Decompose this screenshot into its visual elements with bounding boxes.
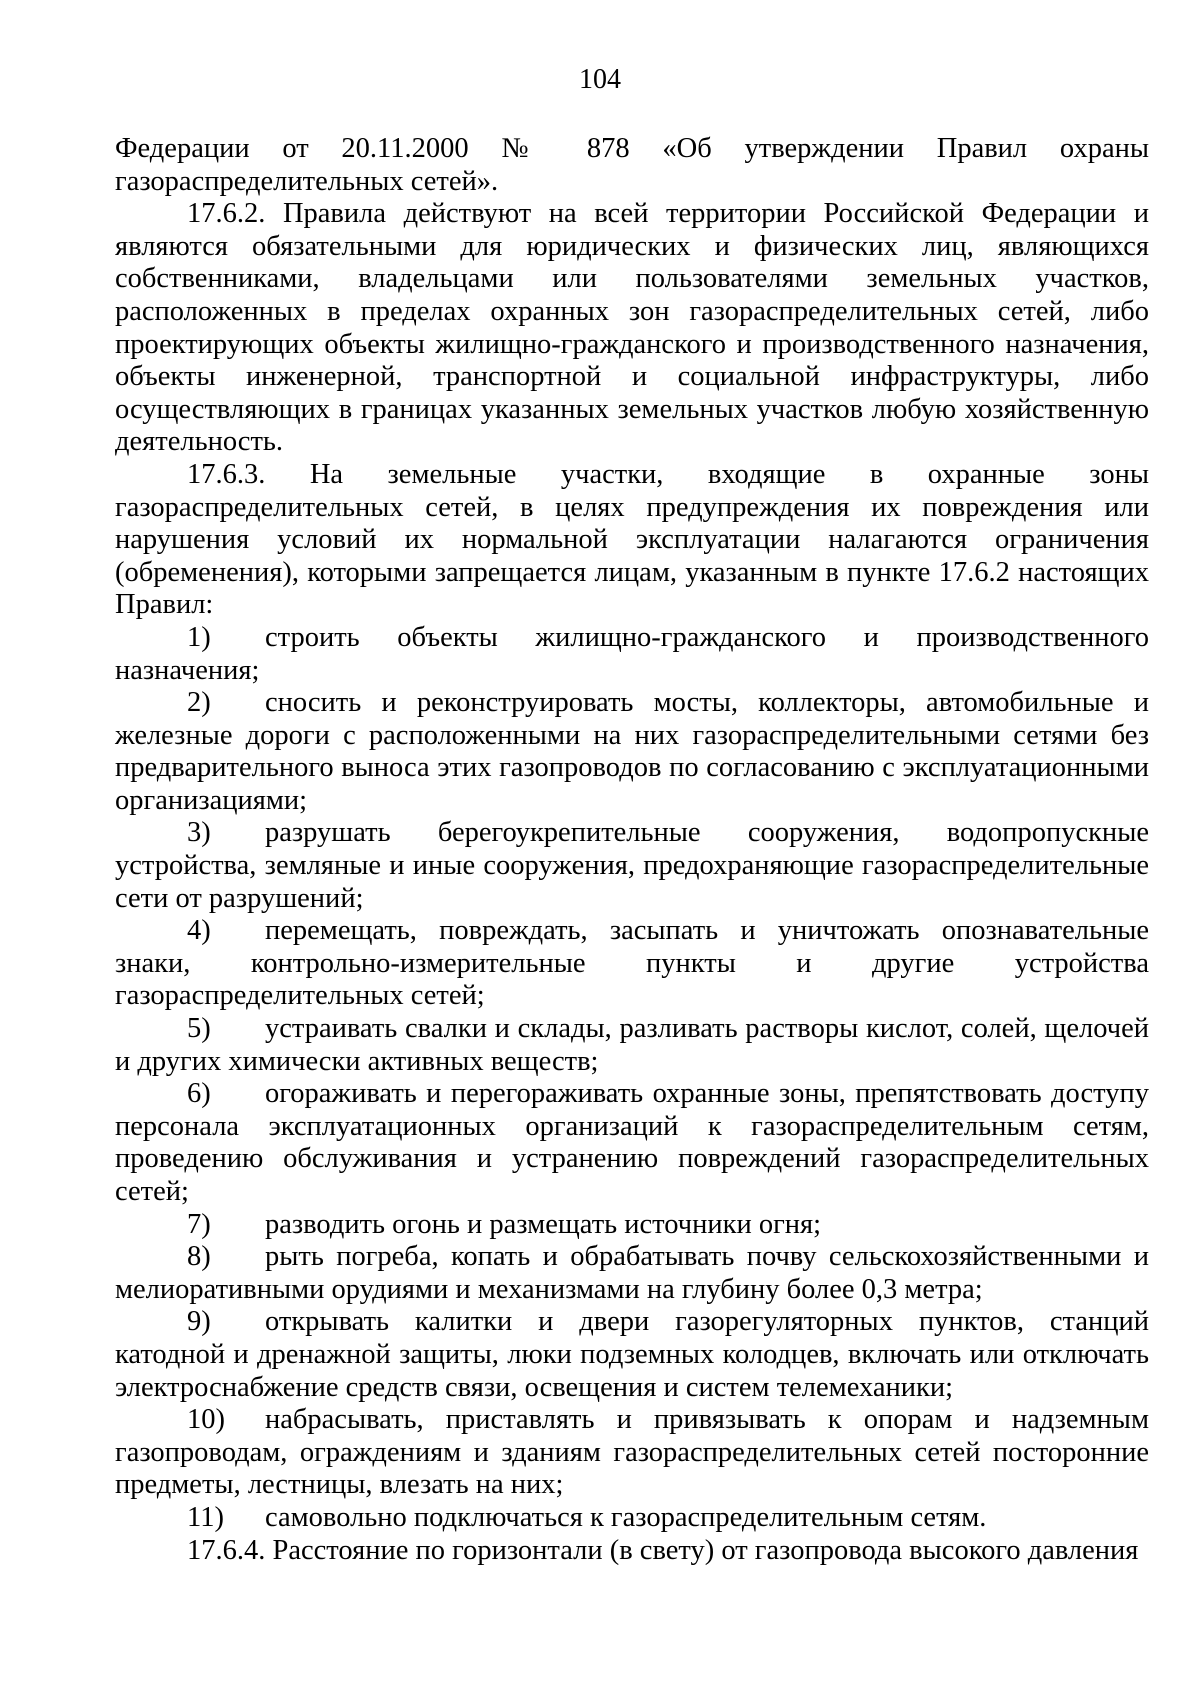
list-item-text: устраивать свалки и склады, разливать растворы кислот, солей, щелочей и других химически активных веществ; [115,1013,1149,1077]
paragraph-continuation: Федерации от 20.11.2000 № 878 «Об утверждении Правил охраны газораспределительных сетей». [115,133,1149,197]
list-item [115,1241,1149,1306]
list-item-number: 6) [187,1078,211,1110]
list-item-number: 8) [187,1241,211,1273]
list-item-number: 5) [187,1013,211,1045]
list-item-number: 9) [187,1306,211,1338]
list-item-text: рыть погреба, копать и обрабатывать почву сельскохозяйственными и мелиоративными орудиями и механизмами на глубину более 0,3 метра; [115,1241,1149,1305]
list-item [115,915,1149,1013]
list-item-text: самовольно подключаться к газораспределительным сетям. [265,1501,987,1533]
paragraph-17-6-2: 17.6.2. Правила действуют на всей территории Российской Федерации и являются обязательными для юридических и физических лиц, являющихся собственниками, владельцами или пользователями земельных участков, расположенных в пределах охранных зон газораспределительных сетей, либо проектирующих объекты жилищно-гражданского и производственного назначения, объекты инженерной, транспортной и социальной инфраструктуры, либо осуществляющих в границах указанных земельных участков любую хозяйственную деятельность. [115,198,1149,458]
list-item-number: 11) [187,1501,224,1533]
paragraph-17-6-4: 17.6.4. Расстояние по горизонтали (в свету) от газопровода высокого давления [187,1534,1139,1566]
list-item [115,622,1149,687]
list-item-number: 1) [187,621,211,653]
list-item-text: сносить и реконструировать мосты, коллекторы, автомобильные и железные дороги с расположенными на них газораспределительными сетями без предварительного выноса этих газопроводов по согласованию с эксплуатационными организациями; [115,687,1149,816]
list-item-number: 10) [187,1404,225,1436]
document-body [115,133,1149,1567]
list-item-text: набрасывать, приставлять и привязывать к опорам и надземным газопроводам, ограждениям и зданиям газораспределительных сетей посторонние предметы, лестницы, влезать на них; [115,1404,1149,1501]
list-item [115,1404,1149,1502]
list-item [115,1306,1149,1404]
page-number: 104 [579,64,621,95]
list-item-text: разводить огонь и размещать источники огня; [265,1208,822,1240]
list-item [115,1078,1149,1208]
list-item-number: 3) [187,817,211,849]
list-item [115,1013,1149,1078]
list-item [115,1209,1149,1242]
list-item-number: 7) [187,1208,211,1240]
paragraph-17-6-3: 17.6.3. На земельные участки, входящие в охранные зоны газораспределительных сетей, в целях предупреждения их повреждения или нарушения условий их нормальной эксплуатации налагаются ограничения (обременения), которыми запрещается лицам, указанным в пункте 17.6.2 настоящих Правил: [115,458,1149,621]
list-item-text: огораживать и перегораживать охранные зоны, препятствовать доступу персонала эксплуатационных организаций к газораспределительным сетям, проведению обслуживания и устранению повреждений газораспределительных сетей; [115,1078,1149,1207]
list-item [115,1502,1149,1535]
list-item-text: открывать калитки и двери газорегуляторных пунктов, станций катодной и дренажной защиты, люки подземных колодцев, включать или отключать электроснабжение средств связи, освещения и систем телемеханики; [115,1306,1149,1403]
list-item-text: строить объекты жилищно-гражданского и производственного назначения; [115,621,1149,686]
list-item-text: перемещать, повреждать, засыпать и уничтожать опознавательные знаки, контрольно-измерительные пункты и другие устройства газораспределительных сетей; [115,915,1149,1012]
list-item-number: 2) [187,687,211,719]
list-item [115,817,1149,915]
list-item [115,687,1149,817]
list-item-text: разрушать берегоукрепительные сооружения, водопропускные устройства, земляные и иные сооружения, предохраняющие газораспределительные сети от разрушений; [115,817,1149,914]
list-item-number: 4) [187,915,211,947]
